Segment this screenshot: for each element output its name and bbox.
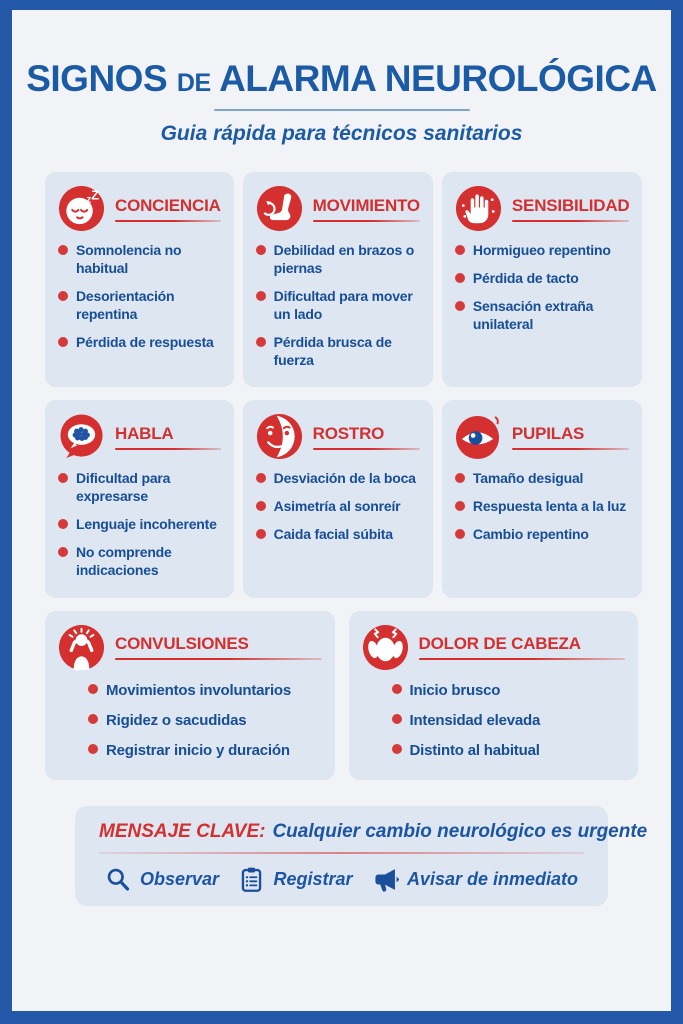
symptom-list xyxy=(256,242,420,369)
title-divider xyxy=(214,109,470,111)
card-title-divider xyxy=(115,220,221,222)
card-header xyxy=(455,413,630,460)
card-habla xyxy=(45,400,234,598)
card-header xyxy=(58,185,221,232)
list-item: Inicio brusco xyxy=(392,681,626,700)
bullet-icon xyxy=(455,501,465,511)
symptom-list xyxy=(362,681,626,761)
bullet-icon xyxy=(58,519,68,529)
list-item: Pérdida de tacto xyxy=(455,270,630,288)
symptom-list xyxy=(455,470,630,544)
bullet-icon xyxy=(455,529,465,539)
list-item: Registrar inicio y duración xyxy=(88,741,322,760)
list-item: Dificultad para mover un lado xyxy=(256,288,420,324)
card-title-divider xyxy=(115,658,322,660)
list-item: Respuesta lenta a la luz xyxy=(455,498,630,516)
bullet-icon xyxy=(455,245,465,255)
card-conciencia xyxy=(45,172,234,387)
eye-icon xyxy=(455,413,502,460)
action-label: Registrar xyxy=(273,868,353,889)
list-item: Somnolencia no habitual xyxy=(58,242,221,278)
action-label: Avisar de inmediato xyxy=(406,868,578,889)
page-subtitle: Guia rápida para técnicos sanitarios xyxy=(160,122,523,145)
bullet-icon xyxy=(256,501,266,511)
card-title-divider xyxy=(419,658,626,660)
bullet-icon xyxy=(256,291,266,301)
card-header xyxy=(58,413,221,460)
list-item: Distinto al habitual xyxy=(392,741,626,760)
headache-icon xyxy=(362,624,409,671)
page-title xyxy=(12,58,671,100)
card-title: CONVULSIONES xyxy=(115,634,249,654)
action-registrar xyxy=(238,866,352,893)
bullet-icon xyxy=(88,714,98,724)
cards-grid-bottom xyxy=(45,611,638,780)
key-message-box xyxy=(75,806,648,906)
card-dolor-de-cabeza xyxy=(349,611,639,780)
action-observar xyxy=(105,866,219,893)
card-title-divider xyxy=(115,448,221,450)
bullet-icon xyxy=(88,684,98,694)
bullet-icon xyxy=(392,744,402,754)
speech-brain-icon xyxy=(58,413,105,460)
svg-text:Z: Z xyxy=(91,187,100,203)
cards-area xyxy=(12,172,671,906)
list-item: Lenguaje incoherente xyxy=(58,516,221,534)
hand-icon xyxy=(455,185,502,232)
list-item: Desorientación repentina xyxy=(58,288,221,324)
bullet-icon xyxy=(256,337,266,347)
card-title: HABLA xyxy=(115,423,174,443)
bullet-icon xyxy=(88,744,98,754)
list-item: Pérdida brusca de fuerza xyxy=(256,334,420,370)
half-face-icon xyxy=(256,413,303,460)
title-word-signos: SIGNOS xyxy=(26,58,168,99)
list-item: Sensación extraña unilateral xyxy=(455,298,630,334)
bullet-icon xyxy=(58,337,68,347)
title-word-alarma: ALARMA NEUROLÓGICA xyxy=(219,58,657,99)
bullet-icon xyxy=(256,473,266,483)
action-label: Observar xyxy=(140,868,220,889)
symptom-list xyxy=(58,242,221,352)
key-message-headline xyxy=(99,820,648,843)
card-header xyxy=(256,185,420,232)
list-item: Asimetría al sonreír xyxy=(256,498,420,516)
bullet-icon xyxy=(455,301,465,311)
svg-text:z: z xyxy=(86,194,92,206)
list-item: Dificultad para expresarse xyxy=(58,470,221,506)
bullet-icon xyxy=(392,714,402,724)
poster-background xyxy=(12,10,671,1011)
key-message-label: MENSAJE CLAVE: xyxy=(99,820,266,842)
card-header xyxy=(455,185,630,232)
magnifier-icon xyxy=(105,866,132,893)
foot-motion-icon xyxy=(256,185,303,232)
bullet-icon xyxy=(455,473,465,483)
card-movimiento xyxy=(243,172,433,387)
card-pupilas xyxy=(442,400,643,598)
list-item: Movimientos involuntarios xyxy=(88,681,322,700)
card-title-divider xyxy=(313,448,420,450)
symptom-list xyxy=(256,470,420,544)
list-item: Caida facial súbita xyxy=(256,526,420,544)
list-item: Pérdida de respuesta xyxy=(58,334,221,352)
card-sensibilidad xyxy=(442,172,643,387)
bullet-icon xyxy=(455,273,465,283)
card-title-divider xyxy=(512,448,630,450)
symptom-list xyxy=(455,242,630,334)
bullet-icon xyxy=(256,529,266,539)
list-item: Tamaño desigual xyxy=(455,470,630,488)
card-header xyxy=(362,624,626,671)
card-header xyxy=(256,413,420,460)
symptom-list xyxy=(58,470,221,580)
card-title-divider xyxy=(512,220,630,222)
list-item: No comprende indicaciones xyxy=(58,544,221,580)
card-title-divider xyxy=(313,220,420,222)
cards-grid-top xyxy=(45,172,638,598)
card-title: MOVIMIENTO xyxy=(312,195,420,215)
list-item: Hormigueo repentino xyxy=(455,242,630,260)
card-title: CONCIENCIA xyxy=(115,195,221,215)
list-item: Desviación de la boca xyxy=(256,470,420,488)
symptom-list xyxy=(58,681,322,761)
bullet-icon xyxy=(256,245,266,255)
clipboard-icon xyxy=(238,866,265,893)
card-header xyxy=(58,624,322,671)
card-rostro xyxy=(243,400,433,598)
action-avisar xyxy=(372,866,578,893)
sleepy-face-icon xyxy=(58,185,105,232)
bullet-icon xyxy=(58,547,68,557)
bullet-icon xyxy=(58,245,68,255)
actions-row xyxy=(99,866,584,893)
card-title: ROSTRO xyxy=(312,423,385,443)
list-item: Rigidez o sacudidas xyxy=(88,711,322,730)
key-message-divider xyxy=(99,852,584,854)
card-title: PUPILAS xyxy=(511,423,585,443)
bullet-icon xyxy=(392,684,402,694)
bullet-icon xyxy=(58,291,68,301)
poster-header xyxy=(12,58,671,146)
list-item: Debilidad en brazos o piernas xyxy=(256,242,420,278)
title-word-de: DE xyxy=(176,69,211,97)
card-title: DOLOR DE CABEZA xyxy=(418,634,581,654)
bullet-icon xyxy=(58,473,68,483)
megaphone-icon xyxy=(372,866,399,893)
card-title: SENSIBILIDAD xyxy=(511,195,630,215)
card-convulsiones xyxy=(45,611,335,780)
seizure-person-icon xyxy=(58,624,105,671)
list-item: Intensidad elevada xyxy=(392,711,626,730)
key-message-text: Cualquier cambio neurológico es urgente xyxy=(272,820,648,842)
list-item: Cambio repentino xyxy=(455,526,630,544)
